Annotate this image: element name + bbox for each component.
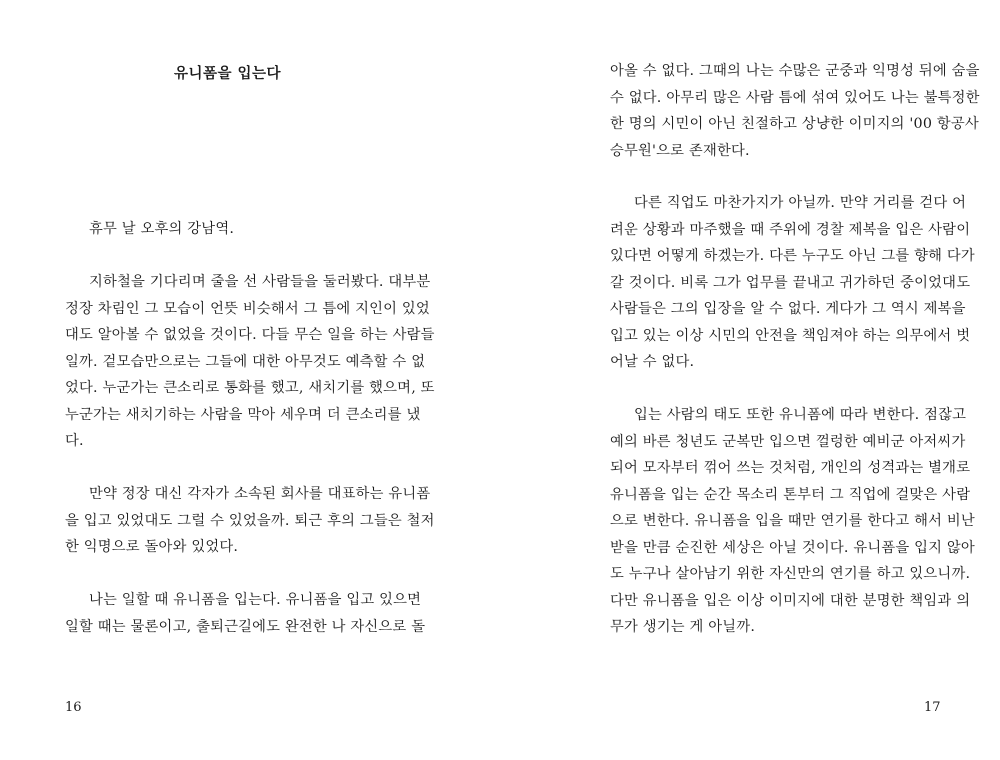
text-line: 수 없다. 아무리 많은 사람 틈에 섞여 있어도 나는 불특정한 (610, 89, 980, 106)
text-line: 다. (65, 433, 84, 449)
text-line: 어날 수 없다. (610, 354, 695, 370)
page-number: 16 (65, 700, 82, 715)
text-line: 사람들은 그의 입장을 알 수 없다. 게다가 그 역시 제복을 (610, 301, 966, 317)
page-number: 17 (924, 700, 941, 715)
text-line: 갈 것이다. 비록 그가 업무를 끝내고 귀가하던 중이었대도 (610, 274, 971, 291)
text-line: 정장 차림인 그 모습이 언뜻 비슷해서 그 틈에 지인이 있었 (65, 300, 430, 317)
text-line: 되어 모자부터 꺾어 쓰는 것처럼, 개인의 성격과는 별개로 (610, 460, 971, 476)
text-line: 일할 때는 물론이고, 출퇴근길에도 완전한 나 자신으로 돌 (65, 618, 426, 635)
text-line: 지하철을 기다리며 줄을 선 사람들을 둘러봤다. 대부분 (89, 274, 431, 290)
text-line: 려운 상황과 마주했을 때 주위에 경찰 제복을 입은 사람이 (610, 221, 971, 238)
text-line: 입는 사람의 태도 또한 유니폼에 따라 변한다. 점잖고 (634, 407, 967, 423)
text-line: 누군가는 새치기하는 사람을 막아 세우며 더 큰소리를 냈 (65, 406, 421, 423)
chapter-title: 유니폼을 입는다 (173, 65, 282, 82)
text-line: 다른 직업도 마찬가지가 아닐까. 만약 거리를 걷다 어 (634, 195, 967, 211)
text-line: 다만 유니폼을 입은 이상 이미지에 대한 분명한 책임과 의 (610, 592, 971, 609)
text-line: 있다면 어떻게 하겠는가. 다른 누구도 아닌 그를 향해 다가 (610, 248, 975, 264)
text-line: 도 누구나 살아남기 위한 자신만의 연기를 하고 있으니까. (610, 566, 971, 582)
text-line: 예의 바른 청년도 군복만 입으면 껄렁한 예비군 아저씨가 (610, 433, 966, 450)
text-line: 었다. 누군가는 큰소리로 통화를 했고, 새치기를 했으며, 또 (65, 380, 435, 396)
text-line: 승무원'으로 존재한다. (610, 142, 750, 159)
text-line: 대도 알아볼 수 없었을 것이다. 다들 무슨 일을 하는 사람들 (65, 327, 435, 343)
text-line: 유니폼을 입는 순간 목소리 톤부터 그 직업에 걸맞은 사람 (610, 486, 971, 503)
text-line: 받을 만큼 순진한 세상은 아닐 것이다. 유니폼을 입지 않아 (610, 539, 975, 556)
text-line: 을 입고 있었대도 그럴 수 있었을까. 퇴근 후의 그들은 철저 (65, 512, 435, 529)
text-line: 아올 수 없다. 그때의 나는 수많은 군중과 익명성 뒤에 숨을 (610, 63, 980, 79)
text-line: 으로 변한다. 유니폼을 입을 때만 연기를 한다고 해서 비난 (610, 513, 975, 529)
text-line: 나는 일할 때 유니폼을 입는다. 유니폼을 입고 있으면 (89, 592, 422, 608)
text-line: 휴무 날 오후의 강남역. (89, 221, 235, 237)
text-line: 일까. 겉모습만으로는 그들에 대한 아무것도 예측할 수 없 (65, 353, 426, 370)
text-line: 한 명의 시민이 아닌 친절하고 상냥한 이미지의 '00 항공사 (610, 116, 979, 132)
text-line: 한 익명으로 돌아와 있었다. (65, 539, 239, 555)
text-line: 만약 정장 대신 각자가 소속된 회사를 대표하는 유니폼 (89, 486, 431, 502)
text-line: 무가 생기는 게 아닐까. (610, 619, 756, 635)
text-line: 입고 있는 이상 시민의 안전을 책임져야 하는 의무에서 벗 (610, 327, 971, 344)
right-page (500, 0, 1000, 760)
